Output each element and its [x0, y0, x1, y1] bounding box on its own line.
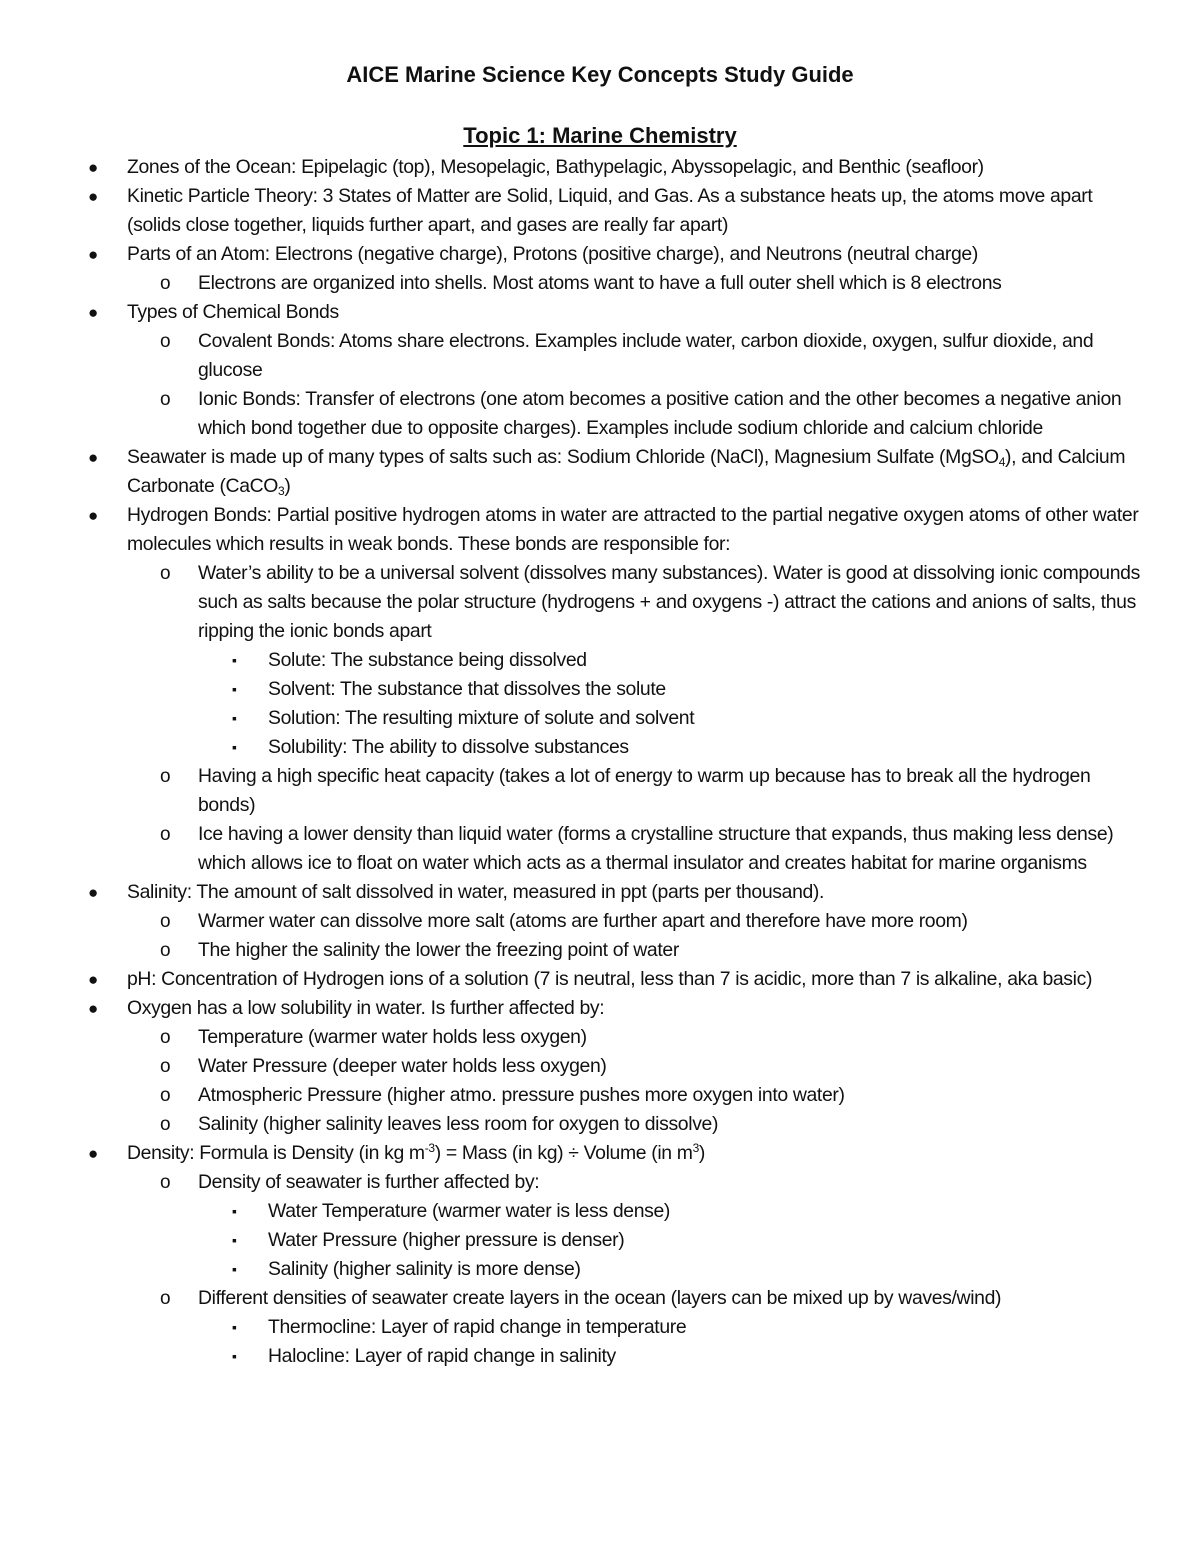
topic-heading: Topic 1: Marine Chemistry [463, 123, 737, 148]
document-title: AICE Marine Science Key Concepts Study Guide [346, 62, 854, 87]
circle-bullet-icon: o [160, 1085, 171, 1106]
list-item [0, 907, 1147, 936]
item-text: Ionic Bonds: Transfer of electrons (one atom becomes a positive cation and the other becomes a negative anion which bond together due to opposite charges). Examples include sodium chloride and calcium chloride [198, 388, 1122, 439]
circle-bullet-icon: o [160, 1288, 171, 1309]
item-text: Density of seawater is further affected by: [198, 1171, 540, 1193]
bullet-icon: ● [88, 158, 98, 177]
item-text: Solute: The substance being dissolved [268, 649, 587, 671]
text-run: Density: Formula is Density (in kg m [127, 1142, 425, 1164]
list-item [0, 182, 1147, 240]
item-text: Solubility: The ability to dissolve substances [268, 736, 629, 758]
list-item [0, 153, 1147, 182]
circle-bullet-icon: o [160, 563, 171, 584]
square-bullet-icon: ▪ [232, 710, 237, 726]
list-item [0, 1284, 1147, 1313]
square-bullet-icon: ▪ [232, 652, 237, 668]
text-run: ) = Mass (in kg) ÷ Volume (in m [434, 1142, 693, 1164]
list-item [0, 269, 1147, 298]
text-run: ), and Calcium Carbonate (CaCO [127, 446, 1126, 497]
item-text: Ice having a lower density than liquid water (forms a crystalline structure that expands, thus making less dense) which allows ice to float on water which acts as a thermal insulator and creates habitat for marine organisms [198, 823, 1114, 874]
item-text: The higher the salinity the lower the freezing point of water [198, 939, 679, 961]
list-item [0, 1139, 1147, 1168]
list-item [0, 1197, 1148, 1226]
item-text: Zones of the Ocean: Epipelagic (top), Mesopelagic, Bathypelagic, Abyssopelagic, and Benthic (seafloor) [127, 156, 984, 178]
subscript: 4 [998, 455, 1006, 469]
item-text: Temperature (warmer water holds less oxygen) [198, 1026, 587, 1048]
square-bullet-icon: ▪ [232, 1348, 237, 1364]
item-text: Oxygen has a low solubility in water. Is further affected by: [127, 997, 605, 1019]
item-text: pH: Concentration of Hydrogen ions of a solution (7 is neutral, less than 7 is acidic, more than 7 is alkaline, aka basic) [127, 968, 1093, 990]
text-run: Seawater is made up of many types of salts such as: Sodium Chloride (NaCl), Magnesium Sulfate (MgSO [127, 446, 999, 468]
circle-bullet-icon: o [160, 940, 171, 961]
item-text: Water’s ability to be a universal solvent (dissolves many substances). Water is good at dissolving ionic compounds such as salts because the polar structure (hydrogens + and oxygens -) attract the cations and anions of salts, thus ripping the ionic bonds apart [198, 562, 1140, 642]
list-item [0, 878, 1147, 907]
list-item [0, 820, 1147, 878]
item-text: Covalent Bonds: Atoms share electrons. Examples include water, carbon dioxide, oxygen, sulfur dioxide, and glucose [198, 330, 1094, 381]
list-item [0, 1342, 1148, 1371]
square-bullet-icon: ▪ [232, 1261, 237, 1277]
bullet-icon: ● [88, 1144, 98, 1163]
circle-bullet-icon: o [160, 911, 171, 932]
square-bullet-icon: ▪ [232, 1319, 237, 1335]
list-item [0, 443, 1147, 501]
item-text: Warmer water can dissolve more salt (atoms are further apart and therefore have more room) [198, 910, 968, 932]
item-text: Halocline: Layer of rapid change in salinity [268, 1345, 616, 1367]
item-text: Salinity (higher salinity leaves less room for oxygen to dissolve) [198, 1113, 719, 1135]
list-item [0, 1226, 1148, 1255]
subscript: 3 [278, 484, 285, 498]
item-text: Salinity (higher salinity is more dense) [268, 1258, 581, 1280]
item-text: Solution: The resulting mixture of solute and solvent [268, 707, 695, 729]
circle-bullet-icon: o [160, 273, 171, 294]
bullet-icon: ● [88, 245, 98, 264]
list-item [0, 675, 1148, 704]
item-text [127, 446, 1125, 497]
item-text: Hydrogen Bonds: Partial positive hydrogen atoms in water are attracted to the partial negative oxygen atoms of other water molecules which results in weak bonds. These bonds are responsible for: [127, 504, 1139, 555]
item-text: Electrons are organized into shells. Most atoms want to have a full outer shell which is 8 electrons [198, 272, 1002, 294]
list-item [0, 1255, 1148, 1284]
list-item [0, 1313, 1148, 1342]
item-text: Water Temperature (warmer water is less dense) [268, 1200, 671, 1222]
item-text: Water Pressure (higher pressure is denser) [268, 1229, 625, 1251]
item-text: Kinetic Particle Theory: 3 States of Matter are Solid, Liquid, and Gas. As a substance heats up, the atoms move apart (solids close together, liquids further apart, and gases are really far apart) [127, 185, 1093, 236]
circle-bullet-icon: o [160, 1027, 171, 1048]
circle-bullet-icon: o [160, 766, 171, 787]
list-item [0, 240, 1147, 269]
text-run: ) [284, 475, 291, 497]
square-bullet-icon: ▪ [232, 739, 237, 755]
square-bullet-icon: ▪ [232, 1203, 237, 1219]
item-text [127, 1142, 705, 1164]
bullet-icon: ● [88, 506, 98, 525]
list-item [0, 994, 1147, 1023]
circle-bullet-icon: o [160, 1172, 171, 1193]
text-run: ) [698, 1142, 706, 1164]
list-item [0, 936, 1147, 965]
superscript: -3 [424, 1141, 435, 1155]
item-text: Parts of an Atom: Electrons (negative charge), Protons (positive charge), and Neutrons (neutral charge) [127, 243, 978, 265]
item-text: Different densities of seawater create layers in the ocean (layers can be mixed up by waves/wind) [198, 1287, 1002, 1309]
bullet-icon: ● [88, 970, 98, 989]
list-item [0, 327, 1147, 385]
list-item [0, 1081, 1147, 1110]
item-text: Salinity: The amount of salt dissolved in water, measured in ppt (parts per thousand). [127, 881, 825, 903]
square-bullet-icon: ▪ [232, 1232, 237, 1248]
item-text: Solvent: The substance that dissolves the solute [268, 678, 666, 700]
item-text: Atmospheric Pressure (higher atmo. pressure pushes more oxygen into water) [198, 1084, 845, 1106]
list-item [0, 1168, 1147, 1197]
bullet-icon: ● [88, 187, 98, 206]
list-item [0, 965, 1147, 994]
bullet-icon: ● [88, 448, 98, 467]
list-item [0, 762, 1147, 820]
circle-bullet-icon: o [160, 1114, 171, 1135]
list-item [0, 385, 1147, 443]
list-item [0, 1110, 1147, 1139]
list-item [0, 1052, 1147, 1081]
item-text: Thermocline: Layer of rapid change in temperature [268, 1316, 687, 1338]
superscript: 3 [692, 1141, 699, 1155]
list-item [0, 704, 1148, 733]
study-guide-list [0, 153, 1200, 1371]
bullet-icon: ● [88, 883, 98, 902]
list-item [0, 733, 1148, 762]
item-text: Water Pressure (deeper water holds less oxygen) [198, 1055, 607, 1077]
item-text: Types of Chemical Bonds [127, 301, 339, 323]
list-item [0, 501, 1147, 559]
circle-bullet-icon: o [160, 331, 171, 352]
circle-bullet-icon: o [160, 824, 171, 845]
bullet-icon: ● [88, 303, 98, 322]
square-bullet-icon: ▪ [232, 681, 237, 697]
item-text: Having a high specific heat capacity (takes a lot of energy to warm up because has to break all the hydrogen bonds) [198, 765, 1091, 816]
list-item [0, 298, 1147, 327]
list-item [0, 1023, 1147, 1052]
list-item [0, 559, 1147, 646]
list-item [0, 646, 1148, 675]
bullet-icon: ● [88, 999, 98, 1018]
circle-bullet-icon: o [160, 1056, 171, 1077]
circle-bullet-icon: o [160, 389, 171, 410]
